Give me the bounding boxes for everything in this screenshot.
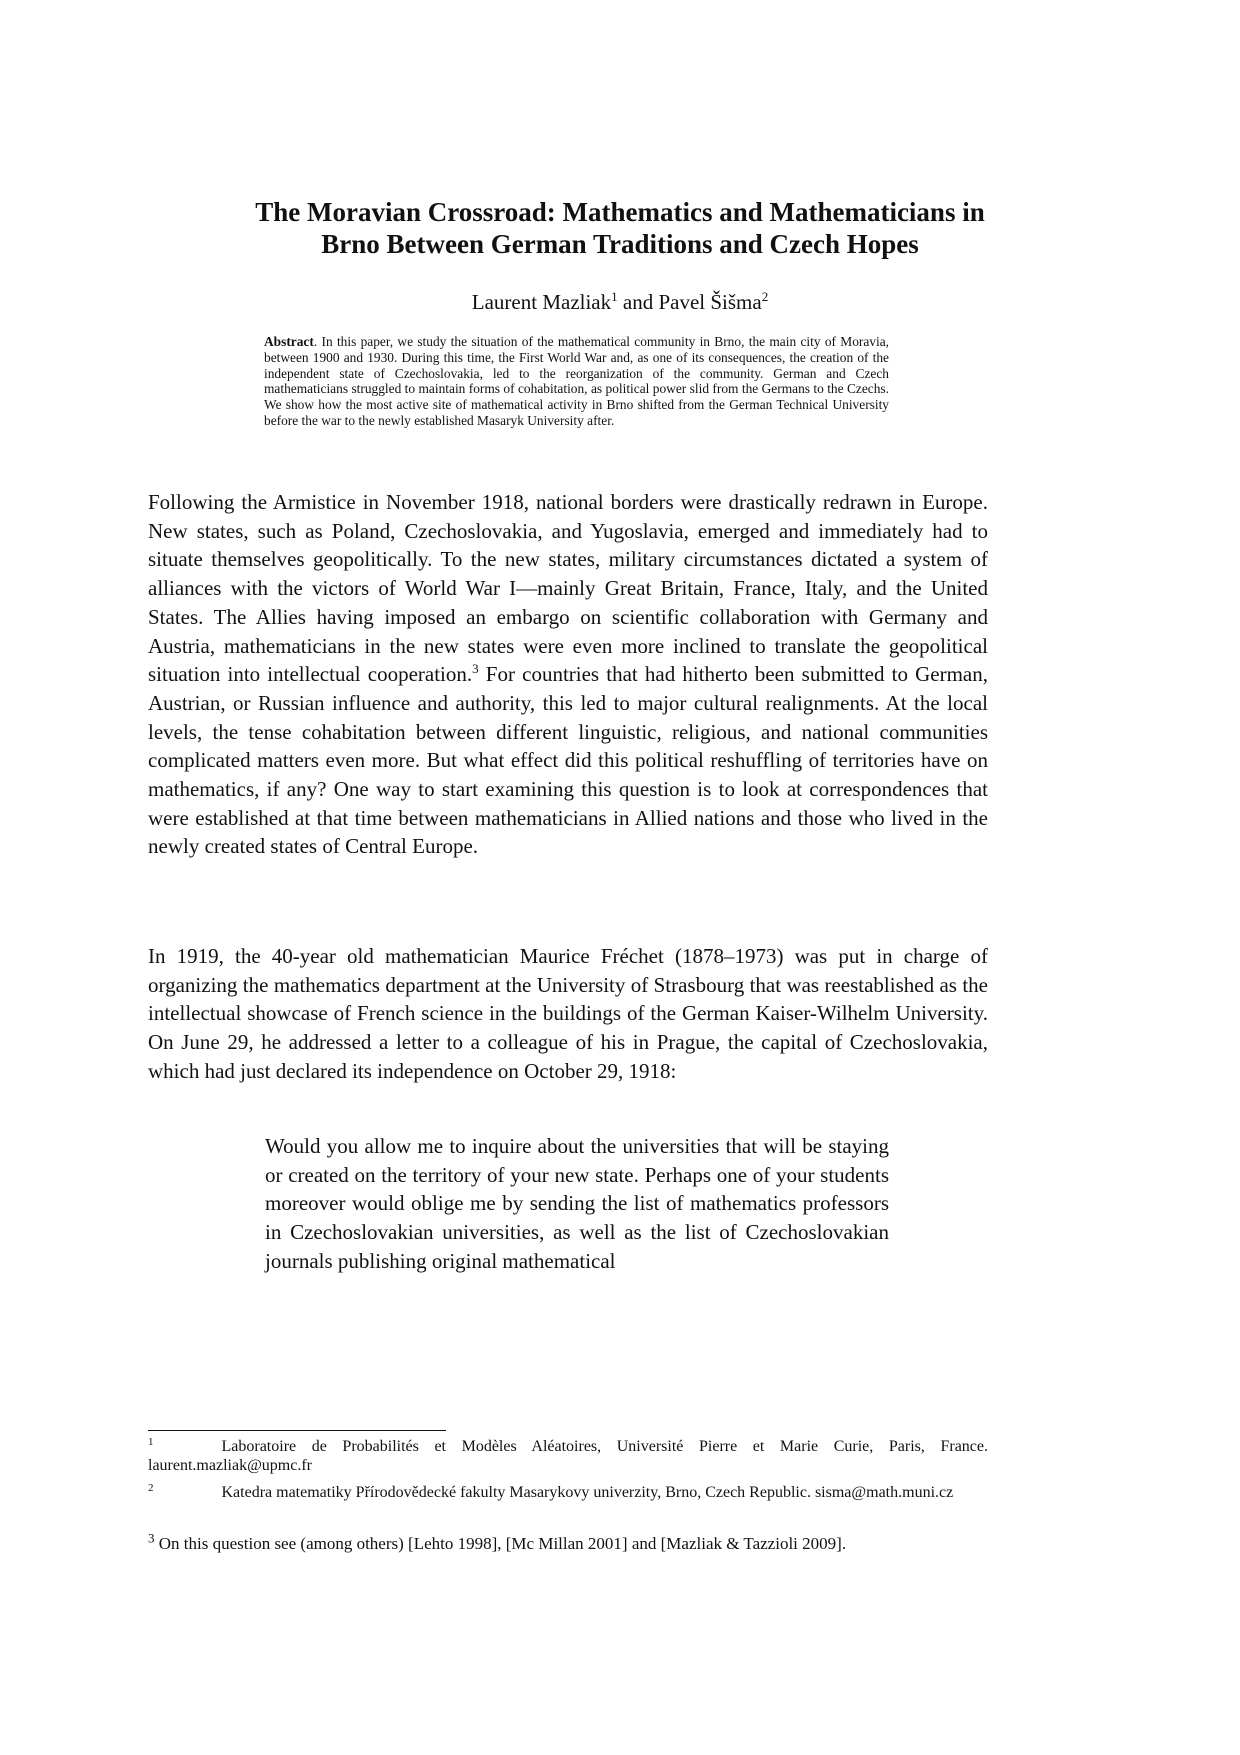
- paragraph-1-part-a: Following the Armistice in November 1918, national borders were drastically redrawn in Europe. New states, such as Poland, Czechoslovakia, and Yugoslavia, emerged and immediately had to situate themselves geopolitically. To the new states, military circumstances dictated a system of alliances with the victors of World War I—mainly Great Britain, France, Italy, and the United States. The Allies having imposed an embargo on scientific collaboration with Germany and Austria, mathematicians in the new states were even more inclined to translate the geopolitical situation into intellectual cooperation.: [148, 490, 988, 687]
- paragraph-1-part-b: For countries that had hitherto been submitted to German, Austrian, or Russian influence and authority, this led to major cultural realignments. At the local levels, the tense cohabitation between different linguistic, religious, and national communities complicated matters even more. But what effect did this political reshuffling of territories have on mathematics, if any? One way to start examining this question is to look at correspondences that were established at that time between mathematicians in Allied nations and those who lived in the newly created states of Central Europe.: [148, 662, 989, 859]
- footnote-1-text: Laboratoire de Probabilités et Modèles Aléatoires, Université Pierre et Marie Curie, Paris, France. laurent.mazliak@upmc.fr: [148, 1438, 988, 1474]
- block-quote: Would you allow me to inquire about the universities that will be staying or created on the territory of your new state. Perhaps one of your students moreover would oblige me by sending the list of mathematics professors in Czechoslovakian universities, as well as the list of Czechoslovakian journals publishing original mathematical: [265, 1134, 889, 1273]
- footnote-3: [148, 1530, 988, 1554]
- body-paragraph-1: [148, 488, 988, 861]
- author-2-footnote-mark: 2: [761, 289, 769, 304]
- author-connector: and: [617, 290, 659, 314]
- abstract: [264, 334, 889, 429]
- author-1: Laurent Mazliak: [471, 290, 612, 314]
- footnote-divider: [148, 1430, 446, 1431]
- footnote-2-number: 2: [148, 1482, 154, 1494]
- footnote-1-number: 1: [148, 1436, 154, 1448]
- author-line: [120, 284, 1120, 315]
- footnote-2-text: Katedra matematiky Přírodovědecké fakulty Masarykovy univerzity, Brno, Czech Republic. sisma@math.muni.cz: [221, 1484, 954, 1501]
- footnote-3-number: 3: [148, 1530, 155, 1546]
- footnote-2: [148, 1483, 988, 1502]
- abstract-label: Abstract: [264, 334, 314, 349]
- abstract-text: . In this paper, we study the situation of the mathematical community in Brno, the main city of Moravia, between 1900 and 1930. During this time, the First World War and, as one of its consequences, the creation of the independent state of Czechoslovakia, led to the reorganization of the community. German and Czech mathematicians struggled to maintain forms of cohabitation, as political power slid from the Germans to the Czechs. We show how the most active site of mathematical activity in Brno shifted from the German Technical University before the war to the newly established Masaryk University after.: [264, 334, 889, 428]
- author-1-footnote-mark: 1: [611, 289, 618, 304]
- author-2: Pavel Šišma: [658, 290, 762, 314]
- paper-title: [120, 196, 1120, 260]
- footnote-3-mark: 3: [472, 661, 479, 677]
- footnote-1: [148, 1437, 988, 1475]
- body-paragraph-2: In 1919, the 40-year old mathematician Maurice Fréchet (1878–1973) was put in charge of organizing the mathematics department at the University of Strasbourg that was reestablished as the intellectual showcase of French science in the buildings of the German Kaiser-Wilhelm University. On June 29, he addressed a letter to a colleague of his in Prague, the capital of Czechoslovakia, which had just declared its independence on October 29, 1918:: [148, 944, 988, 1083]
- title-line-1: The Moravian Crossroad: Mathematics and Mathematicians in: [255, 197, 985, 227]
- title-line-2: Brno Between German Traditions and Czech Hopes: [321, 229, 919, 259]
- footnote-3-text: On this question see (among others) [Lehto 1998], [Mc Millan 2001] and [Mazliak & Tazzioli 2009].: [154, 1534, 847, 1553]
